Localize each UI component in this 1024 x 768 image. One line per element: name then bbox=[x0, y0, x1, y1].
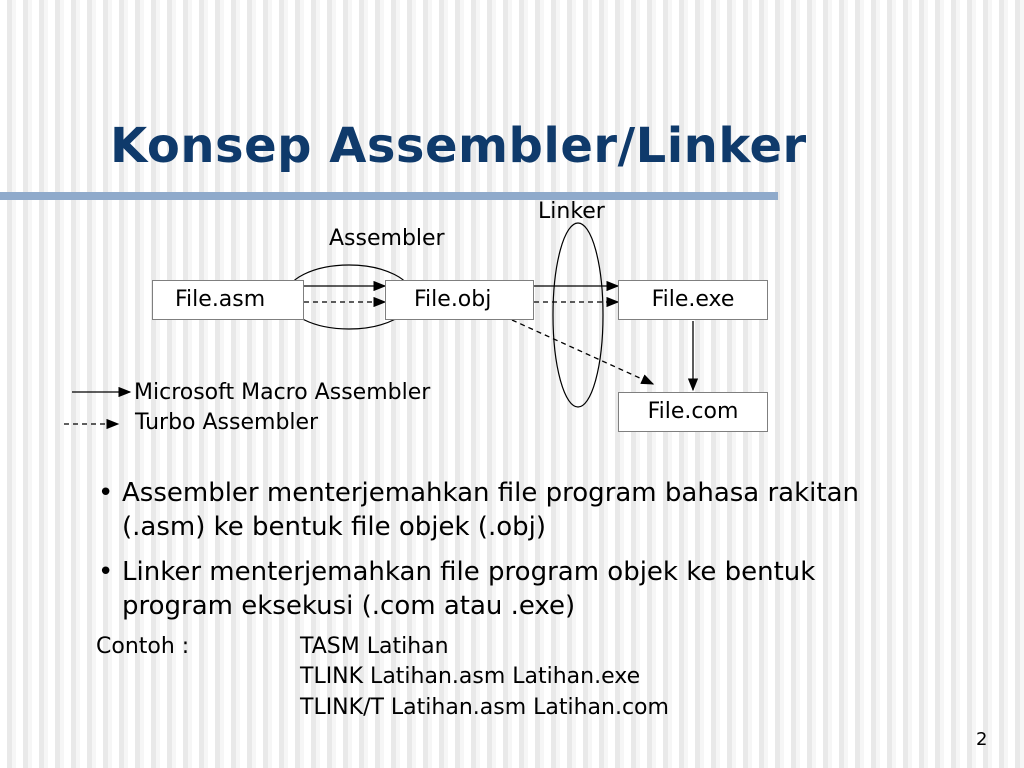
example-line: TLINK Latihan.asm Latihan.exe bbox=[300, 664, 641, 689]
legend-dashed-label: Turbo Assembler bbox=[135, 410, 319, 435]
slide-title: Konsep Assembler/Linker bbox=[110, 118, 807, 174]
file-exe-box: File.exe bbox=[618, 280, 768, 320]
linker-ellipse bbox=[553, 223, 603, 407]
example-label: Contoh : bbox=[96, 634, 190, 659]
example-line: TASM Latihan bbox=[300, 634, 449, 659]
legend-solid-label: Microsoft Macro Assembler bbox=[134, 380, 431, 405]
example-line: TLINK/T Latihan.asm Latihan.com bbox=[300, 695, 669, 720]
bullet-dot-icon: • bbox=[98, 557, 114, 587]
file-com-box: File.com bbox=[618, 392, 768, 432]
file-asm-box: File.asm bbox=[152, 280, 304, 320]
file-obj-box: File.obj bbox=[385, 280, 534, 320]
bullet-item: • Assembler menterjemahkan file program bahasa rakitan (.asm) ke bentuk file objek (.obj) bbox=[98, 478, 860, 542]
linker-label: Linker bbox=[538, 199, 605, 224]
bullet-dot-icon: • bbox=[98, 478, 114, 508]
assembler-label: Assembler bbox=[329, 226, 445, 251]
obj-to-com-dashed-arrow bbox=[512, 320, 653, 384]
bullet-item: • Linker menterjemahkan file program objek ke bentuk program eksekusi (.com atau .exe) bbox=[98, 557, 816, 621]
page-number: 2 bbox=[976, 729, 988, 750]
bullet-list bbox=[96, 476, 956, 634]
